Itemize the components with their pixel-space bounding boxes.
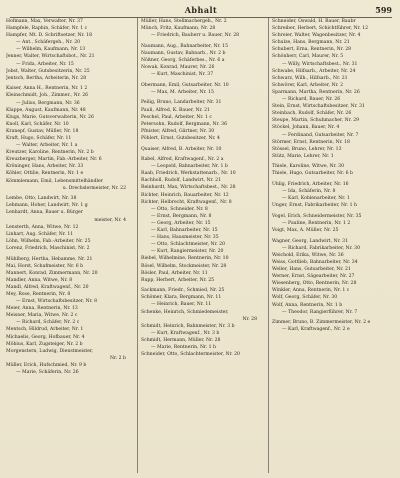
directory-entry: Rösler, Paul, Arbeiter, Nr. 11 xyxy=(141,270,208,276)
directory-entry: Voigt, Max, A. Müller, Nr. 25 xyxy=(272,228,339,234)
directory-entry: Steupe, Martin, Schuhmacher, Nr. 29 xyxy=(272,118,360,124)
directory-entry: Unger, Ernst, Fabrikarbeiter, Nr. 1 h xyxy=(272,203,357,209)
directory-entry: — Ernst, Bergmann, Nr. 8 xyxy=(151,213,212,219)
directory-entry: Kröninger, Hans, Arbeiter, Nr. 33 xyxy=(6,164,84,170)
page-title: Abhalt xyxy=(184,5,218,15)
directory-entry: — Wilhelm, Kaufmann, Nr. 13 xyxy=(16,47,86,53)
directory-entry: — Walter, Arbeiter, Nr. 1 a xyxy=(16,143,78,149)
directory-entry: Mannert, Konrad, Zimmermann, Nr. 20 xyxy=(6,270,98,276)
directory-entry: — Theodor, Rangierführer, Nr. 7 xyxy=(282,309,358,315)
directory-entry: Schönherr, Carl, Maurer, Nr. 5 xyxy=(272,54,344,60)
directory-entry: — Karl, Kohlenarbeiter, Nr. 1 xyxy=(282,196,350,202)
directory-entry: Schmidt, Hermann, Müller, Nr. 28 xyxy=(141,337,221,343)
column-2 xyxy=(137,18,263,473)
directory-entry: Lensterth, Anna, Witwe, Nr. 12 xyxy=(6,224,79,230)
directory-entry: — Richard, Schäfer, Nr. 2 c xyxy=(16,320,80,326)
directory-entry: — Georg, Arbeiter, Nr. 15 xyxy=(151,220,211,226)
directory-entry: — Pauline, Rentnerin, Nr. 1 2 xyxy=(282,221,351,227)
directory-entry: Naumann, Gustav, Bahnarb., Nr. 2 b xyxy=(141,50,226,56)
directory-entry: Jenner, Walter, Wirtschaftsbot., Nr. 21 xyxy=(6,54,95,60)
directory-entry: Schneider, Otto, Schlachtermeister, Nr. 20 xyxy=(141,352,240,358)
directory-entry: Schneider, Oswald, H. Bauer, Baubr xyxy=(272,19,356,24)
directory-entry: Kraft, Hugo, Schäfer, Nr. 11 xyxy=(6,136,72,141)
directory-entry: Möbius, Karl, Zugsteiger, Nr. 2 b xyxy=(6,341,83,347)
directory-entry: Thiele, Hugo, Gutsarbeiter, Nr. 6 b xyxy=(272,171,353,177)
directory-entry: Lenhardt, Anna, Bauer u. Bürger xyxy=(6,210,83,216)
directory-entry: Pauli, Alfred, K. Bauer, Nr. 21 xyxy=(141,107,210,113)
directory-entry: Stössel, Bruno, Lehrer, Nr. 13 xyxy=(272,146,342,152)
directory-entry: Hofmann, Max, Verwalter, Nr. 37 xyxy=(6,19,83,24)
column-3 xyxy=(268,18,394,473)
directory-entry: Knoll, Karl, Schäfer, Nr. 10 xyxy=(6,121,69,127)
directory-entry: Jobst, Walter, Gutsbesitzerin, Nr. 25 xyxy=(6,68,90,74)
directory-entry: Rachholl, Rudolf, Landwirt, Nr. 21 xyxy=(141,178,221,184)
directory-entry: Weichold, Erika, Witwe, Nr. 36 xyxy=(272,252,344,258)
directory-entry: Morgenstern, Ludwig, Dienstmeister, xyxy=(6,348,94,354)
directory-entry: Hampfele, Raphin, Schäfer, Nr. 1 c xyxy=(6,26,88,32)
directory-entry: Kranepf, Gustav, Müller, Nr. 18 xyxy=(6,128,79,134)
directory-entry: Schmidt, Heinrich, Bahnmeister, Nr. 3 b xyxy=(141,323,235,329)
directory-entry: Schwarz, Wilh., Hilfsarb., Nr. 21 xyxy=(272,75,348,81)
directory-entry: Mandl, Alfred, Kraftwagenf., Nr. 20 xyxy=(6,284,89,290)
directory-entry: Nößner, Georg, Schäferbes., Nr. 6 a xyxy=(141,57,225,63)
directory-entry: Schenke, Heinrich, Schmiedemeister, xyxy=(141,309,229,315)
directory-entry: Rabel, Alfred, Kraftwagenf., Nr. 2 a xyxy=(141,157,224,163)
directory-entry: Köhler, Ottilie, Rentnerin, Nr. 1 e xyxy=(6,171,84,177)
directory-entry: Nowak, Konrad, Maurer, Nr. 26 xyxy=(141,65,215,71)
directory-entry: Reinhardt, Max, Wirtschaftsbest., Nr. 28 xyxy=(141,185,236,191)
directory-entry: meister, Nr. 4 xyxy=(94,217,126,223)
directory-entry: Schubert, Erna, Rentnerin, Nr. 28 xyxy=(272,47,352,53)
directory-entry: Kreutzer, Karoline, Rentnerin, Nr. 2 b xyxy=(6,150,94,156)
directory-entry: — Ida, Schäferin, Nr. 8 xyxy=(282,189,336,195)
directory-entry: Meier, Anna, Rentnerin, Nr. 13 xyxy=(6,306,78,312)
directory-entry: Schulze, Hans, Bergmann, Nr. 21 xyxy=(272,40,350,46)
directory-entry: — Karl, Kraftwagenf., Nr. 2 e xyxy=(282,327,350,333)
directory-entry: — Heinrich, Bauer, Nr. 11 xyxy=(151,302,212,308)
directory-entry: — Kurt, Kraftwagenf., Nr. 3 b xyxy=(151,330,220,336)
directory-entry: Wiesenberg, Otto, Rentnerin, Nr. 28 xyxy=(272,281,357,287)
directory-entry: — Hans, Hausmeister, Nr. 35 xyxy=(151,235,219,241)
directory-entry: Müller, Hans, Stellmachergeh., Nr. 2 xyxy=(141,19,227,24)
directory-entry: Rösel, Wilhelm, Stockmeister, Nr. 28 xyxy=(141,263,227,269)
directory-entry: Rupp, Herbert, Arbeiter, Nr. 25 xyxy=(141,277,215,283)
directory-entry: — Kurt, Rangiermeister, Nr. 20 xyxy=(151,249,224,255)
directory-entry: Mai, Horst, Schafmeister, Nr. 6 b xyxy=(6,263,84,269)
directory-entry: Uhlig, Friedrich, Arbeiter, Nr. 16 xyxy=(272,182,349,188)
directory-entry: Zimmer, Bruno, B. Zimmermeister, Nr. 2 e xyxy=(272,320,371,326)
directory-entry: Löhn, Wilhelm, Fab.-Arbeiter, Nr. 25 xyxy=(6,238,91,244)
directory-entry: Schreiber, Herbert, Schichtführer, Nr. 12 xyxy=(272,26,369,32)
directory-entry: Nr. 2 b xyxy=(110,355,126,361)
directory-entry: — Friedrich, Bauherr u. Bauer, Nr. 28 xyxy=(151,33,240,39)
directory-entry: Münch, Fritz, Kaufmann, Nr. 28 xyxy=(141,26,216,32)
directory-entry: Raab, Friedrich, Werkstattenarb., Nr. 10 xyxy=(141,171,236,177)
directory-entry: u. Drechslermeister, Nr. 22 xyxy=(62,185,126,191)
directory-entry: — Julius, Bergmann, Nr. 36 xyxy=(16,100,80,106)
directory-entry: — Ant., Schäfergeh., Nr. 20 xyxy=(16,40,81,46)
column-1 xyxy=(6,18,132,473)
directory-entry: — Frida, Arbeiter, Nr. 15 xyxy=(16,61,74,67)
directory-entry: Schömer, Klara, Bergmann, Nr. 11 xyxy=(141,295,222,301)
directory-entry: Stütz, Marie, Lehrer, Nr. 1 xyxy=(272,153,334,159)
directory-entry: Obermann, Emil, Gutsarbeiter, Nr. 10 xyxy=(141,82,229,88)
directory-entry: Sparmann, Martha, Rentnerin, Nr. 26 xyxy=(272,89,360,95)
directory-entry: — Richard, Bauer, Nr. 26 xyxy=(282,97,341,103)
directory-entry: — Ferdinand, Gutsarbeiter, Nr. 7 xyxy=(282,132,359,138)
directory-entry: Wagner, Georg, Landwirt, Nr. 31 xyxy=(272,238,349,244)
directory-entry: Richter, Heinrich, Bauarbeiter, Nr. 12 xyxy=(141,192,229,198)
directory-entry: Kömmlemann, Emil, Lebensmittelhändler xyxy=(6,178,103,184)
directory-entry: — Karl, Bahnarbeiter, Nr. 15 xyxy=(151,228,218,234)
directory-entry: Störmer, Ernst, Rentnerin, Nr. 18 xyxy=(272,139,350,145)
directory-entry: Meisner, Maria, Witwe, Nr. 2 c xyxy=(6,313,78,319)
directory-entry: — Otto, Schlachtmeister, Nr. 20 xyxy=(151,242,226,248)
directory-entry: Stein, Ernst, Wirtschaftsbesitzer, Nr. 31 xyxy=(272,104,365,110)
directory-entry: Wolf, Georg, Schäfer, Nr. 30 xyxy=(272,295,338,301)
directory-entry: Mandler, Anna, Witwe, Nr. 8 xyxy=(6,277,73,283)
directory-entry: Petersohn, Rudolf, Bergmann, Nr. 36 xyxy=(141,121,228,127)
directory-entry: — Marie, Rentnerin, Nr. 1 h xyxy=(151,345,216,351)
directory-entry: — Willy, Wirtschaftsbest., Nr. 31 xyxy=(282,61,358,67)
directory-entry: Peilig, Bruno, Landarbeiter, Nr. 31 xyxy=(141,100,222,106)
directory-entry: Klappe, August, Kaufmann, Nr. 48 xyxy=(6,107,86,113)
directory-entry: Winkler, Anna, Rentnerin, Nr. 1 c xyxy=(272,288,350,294)
directory-entry: Lembe, Otto, Landwirt, Nr. 38 xyxy=(6,196,77,202)
directory-entry: Kreuzberger, Martin, Fab.-Arbeiter, Nr. 6 xyxy=(6,157,102,163)
directory-entry: — Leopold, Bahnarbeiter, Nr. 1 b xyxy=(151,164,228,170)
directory-entry: Vogel, Erich, Schneidermeister, Nr. 35 xyxy=(272,213,362,219)
directory-entry: Thiele, Karoline, Witwe, Nr. 30 xyxy=(272,164,344,170)
directory-entry: Weiss, Gottlieb, Bahnarbeiter, Nr. 34 xyxy=(272,260,358,265)
directory-entry: Kleinschmidt, Joh., Zimmer., Nr. 26 xyxy=(6,93,89,99)
directory-entry: Steinbach, Rudolf, Schäfer, Nr. 26 xyxy=(272,111,352,117)
directory-entry: Riebel, Wilhelmine, Rentnerin, Nr. 10 xyxy=(141,256,229,262)
page-header xyxy=(10,5,392,17)
directory-entry: Lorenz, Friedrich, Maschinist, Nr. 2 xyxy=(6,245,90,251)
directory-entry: — Marie, Schäferin, Nr. 26 xyxy=(16,370,79,375)
directory-entry: Wolf, Anna, Rentnerin, Nr. 1 b xyxy=(272,302,343,308)
directory-entry: Jentsch, Bertha, Arbeiterin, Nr. 28 xyxy=(6,75,87,81)
directory-entry: Kaiser, Anna H., Rentnerin, Nr. 1 2 xyxy=(6,86,88,92)
directory-entry: Mentsch, Hildrud, Arbeiter, Nr. 1 xyxy=(6,327,84,333)
directory-entry: — Otto, Schneider, Nr. 8 xyxy=(151,206,208,212)
directory-entry: Hampfer, Mt. D. Schriftsetzer, Nr. 18 xyxy=(6,33,93,39)
directory-entry: Klugs, Marie, Gutsverwalterin, Nr. 26 xyxy=(6,114,94,120)
directory-entry: — Ernst, Wirtschaftsbesitzer, Nr. 8 xyxy=(16,299,98,305)
directory-entry: Linhart, Aug. Schäfer, Nr. 11 xyxy=(6,231,74,237)
directory-entry: Stöckel, Johann, Bauer, Nr. 4 xyxy=(272,125,340,131)
directory-entry: Sackmann, Friedr., Schmied, Nr. 25 xyxy=(141,288,225,294)
directory-entry: Weller, Hans, Gutsarbeiter, Nr. 21 xyxy=(272,267,351,273)
directory-entry: Lehmann, Hoher, Landwirt, Nr. 1 g xyxy=(6,203,88,209)
directory-entry: Mey, Rose, Rentnerin, Nr. 8 xyxy=(6,291,71,297)
directory-entry: Quaiser, Alfred, B. Arbeiter, Nr. 10 xyxy=(141,146,222,152)
directory-entry: Naumann, Aug., Bahnarbeiter, Nr. 15 xyxy=(141,43,228,49)
directory-entry: Pfnister, Alfred, Gärtner, Nr. 30 xyxy=(141,128,215,134)
directory-entry: Richter, Helbrecht, Kraftwagenf., Nr. 8 xyxy=(141,199,232,205)
directory-entry: Nr. 28 xyxy=(242,316,257,322)
directory-entry: Pöhlert, Ernst, Gutsbesitzer, Nr. 4 xyxy=(141,135,220,141)
directory-entry: Michaelis, Georg, Hofbauer, Nr. 4 xyxy=(6,334,85,340)
directory-entry: Peschel, Paul, Arbeiter, Nr. 1 c xyxy=(141,114,212,120)
directory-entry: — Max, M. Arbeiter, Nr. 15 xyxy=(151,89,214,95)
directory-entry: Schwabe, Hilfsarb., Arbeiter, Nr. 24 xyxy=(272,68,356,74)
directory-entry: — Richard, Fabrikarbeiter, Nr. 30 xyxy=(282,245,361,251)
directory-entry: Mühlberg, Hertha, Hebamme, Nr. 21 xyxy=(6,256,93,262)
page-number: 599 xyxy=(375,5,392,15)
directory-entry: Schwörer, Karl, Arbeiter, Nr. 2 xyxy=(272,82,344,88)
directory-entry: Werner, Ernst, Sägearbeiter, Nr. 27 xyxy=(272,274,355,280)
directory-entry: — Kurt, Maschinist, Nr. 37 xyxy=(151,72,214,78)
directory-entry: Müller, Erich, Hufschmied, Nr. 9 b xyxy=(6,362,87,368)
directory-entry: Schreier, Walter, Wagenbesitzer, Nr. 4 xyxy=(272,33,361,39)
